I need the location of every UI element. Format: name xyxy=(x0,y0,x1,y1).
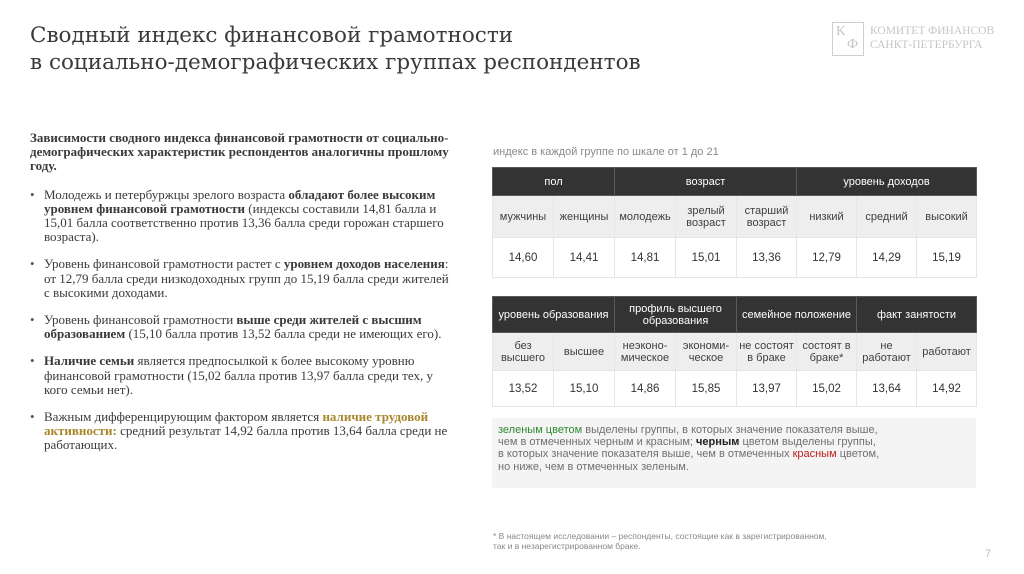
footnote-line1: * В настоящем исследовании – респонденты, состоящие как в зарегистрированном, xyxy=(493,531,827,541)
subheader-not-working: не работают xyxy=(857,333,917,371)
footnote-line2: так и в незарегистрированном браке. xyxy=(493,541,641,551)
subheader-older-age: старший возраст xyxy=(737,196,797,238)
table-subheader-row xyxy=(493,333,977,371)
subheader-no-higher-education: без высшего xyxy=(493,333,554,371)
value-non-economic: 14,86 xyxy=(615,371,676,407)
page-title-line2: в социально-демографических группах респондентов xyxy=(30,50,641,75)
findings-item-text: средний результат 14,92 балла против 13,64 балла среди не работающих. xyxy=(44,423,448,453)
table-values-row xyxy=(493,371,977,407)
findings-item-text: (15,10 балла против 13,52 балла среди не имеющих его). xyxy=(125,326,442,342)
findings-item-emphasis: уровнем доходов населения xyxy=(283,256,445,272)
findings-item-text: Важным дифференцирующим фактором является xyxy=(44,409,323,425)
header-marital-status: семейное положение xyxy=(737,297,857,333)
subheader-higher-education: высшее xyxy=(554,333,615,371)
subheader-men: мужчины xyxy=(493,196,554,238)
legend-text: выделены группы, в которых значение показателя выше, xyxy=(582,424,878,436)
value-men: 14,60 xyxy=(493,238,554,278)
header-gender: пол xyxy=(493,168,615,196)
value-low-income: 12,79 xyxy=(797,238,857,278)
value-not-working: 13,64 xyxy=(857,371,917,407)
value-youth: 14,81 xyxy=(615,238,676,278)
table-values-row xyxy=(493,238,977,278)
table-header-row xyxy=(493,297,977,333)
legend-text: но ниже, чем в отмеченных зеленым. xyxy=(498,460,689,473)
header-education-profile: профиль высшего образования xyxy=(615,297,737,333)
findings-item xyxy=(30,257,455,300)
subheader-middle-income: средний xyxy=(857,196,917,238)
findings-item-text: (индексы составили 14,81 балла и 15,01 балла соответственно против 13,36 балла среди горожан старшего возраста). xyxy=(44,200,444,245)
value-middle-income: 14,29 xyxy=(857,238,917,278)
findings-item-text: является предпосылкой к более высокому уровню финансовой грамотности (15,02 балла против 13,97 балла среди тех, у кого семьи нет). xyxy=(44,353,433,397)
index-scale-note: индекс в каждой группе по шкале от 1 до 21 xyxy=(493,146,719,158)
header-income: уровень доходов xyxy=(797,168,977,196)
committee-logo xyxy=(832,22,1022,58)
subheader-non-economic: неэконо-мическое xyxy=(615,333,676,371)
findings-list xyxy=(30,188,455,453)
subheader-not-married: не состоят в браке xyxy=(737,333,797,371)
logo-text xyxy=(870,24,994,52)
findings-item-emphasis: Наличие семьи xyxy=(44,353,135,369)
education-employment-table xyxy=(492,296,977,407)
legend-text: чем в отмеченных черным и красным; xyxy=(498,436,697,449)
findings-item-text: Уровень финансовой грамотности растет с xyxy=(44,256,284,272)
logo-text-line1: КОМИТЕТ ФИНАНСОВ xyxy=(870,25,995,37)
page-title xyxy=(30,22,750,76)
value-no-higher-education: 13,52 xyxy=(493,371,554,407)
subheader-economic: экономи-ческое xyxy=(676,333,737,371)
subheader-youth: молодежь xyxy=(615,196,676,238)
logo-mark xyxy=(832,22,864,56)
findings-item-emphasis: обладают более высоким уровнем финансовой грамотности xyxy=(44,186,436,216)
color-legend xyxy=(492,418,976,488)
findings-item xyxy=(30,354,455,397)
subheader-working: работают xyxy=(917,333,977,371)
subheader-mature-age: зрелый возраст xyxy=(676,196,737,238)
subheader-high-income: высокий xyxy=(917,196,977,238)
findings-item-emphasis: выше среди жителей с высшим образованием xyxy=(44,312,422,342)
findings-item xyxy=(30,410,455,453)
page-number: 7 xyxy=(985,548,992,560)
header-age: возраст xyxy=(615,168,797,196)
value-older-age: 13,36 xyxy=(737,238,797,278)
logo-mark-letter-k: К xyxy=(836,24,846,39)
legend-black-word: черным xyxy=(696,436,740,449)
subheader-women: женщины xyxy=(554,196,615,238)
legend-text: цветом, xyxy=(836,448,880,461)
value-higher-education: 15,10 xyxy=(554,371,615,407)
findings-lead: Зависимости сводного индекса финансовой грамотности от социально-демографических характеристик респондентов аналогичны прошлому году. xyxy=(30,130,449,174)
value-married: 15,02 xyxy=(797,371,857,407)
legend-red-word: красным xyxy=(792,448,837,461)
value-economic: 15,85 xyxy=(676,371,737,407)
findings-item-text: : от 12,79 балла среди низкодоходных групп до 15,19 балла среди жителей с высокими доходами. xyxy=(44,256,449,300)
subheader-married: состоят в браке* xyxy=(797,333,857,371)
footnote xyxy=(493,531,827,551)
demographics-index-table xyxy=(492,167,977,278)
color-legend-text xyxy=(498,424,879,473)
table-subheader-row xyxy=(493,196,977,238)
header-employment: факт занятости xyxy=(857,297,977,333)
value-high-income: 15,19 xyxy=(917,238,977,278)
findings-item-text: Молодежь и петербуржцы зрелого возраста xyxy=(44,186,289,202)
logo-text-line2: САНКТ-ПЕТЕРБУРГА xyxy=(870,39,983,51)
findings-item-text: Уровень финансовой грамотности xyxy=(44,312,237,328)
findings-item xyxy=(30,313,455,341)
header-education-level: уровень образования xyxy=(493,297,615,333)
page-title-line1: Сводный индекс финансовой грамотности xyxy=(30,23,514,48)
findings-text xyxy=(30,131,455,466)
value-not-married: 13,97 xyxy=(737,371,797,407)
legend-green-word: зеленым цветом xyxy=(498,424,583,436)
legend-text: цветом выделены группы, xyxy=(739,436,876,449)
value-women: 14,41 xyxy=(554,238,615,278)
subheader-low-income: низкий xyxy=(797,196,857,238)
findings-item xyxy=(30,188,455,245)
value-mature-age: 15,01 xyxy=(676,238,737,278)
legend-text: в которых значение показателя выше, чем в отмеченных xyxy=(498,448,793,461)
findings-item-emphasis: наличие трудовой активности: xyxy=(44,409,429,439)
logo-mark-letter-f: Ф xyxy=(847,37,859,52)
value-working: 14,92 xyxy=(917,371,977,407)
table-header-row xyxy=(493,168,977,196)
